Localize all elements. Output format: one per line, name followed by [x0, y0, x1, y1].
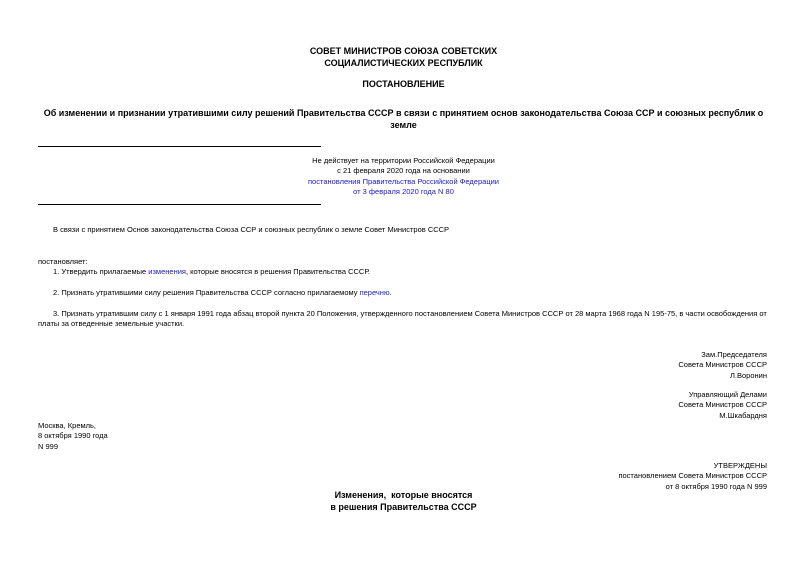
issuer-line-1: СОВЕТ МИНИСТРОВ СОЮЗА СОВЕТСКИХ [309, 46, 498, 56]
place-and-date [38, 421, 238, 452]
notice-line-2: с 21 февраля 2020 года на основании [337, 166, 470, 176]
document-number: N 999 [38, 441, 59, 451]
notice-link-line-2[interactable]: от 3 февраля 2020 года N 80 [353, 187, 454, 197]
notice-rule-top [38, 146, 321, 147]
approved-block [520, 461, 767, 492]
signature-deputy-chairman [560, 350, 767, 381]
validity-notice [240, 156, 567, 197]
notice-link-line-1[interactable]: постановления Правительства Российской Федерации [307, 176, 499, 186]
item-2-text-after: . [389, 288, 392, 297]
item-3: 3. Признать утратившим силу с 1 января 1991 года абзац второй пункта 20 Положения, утвержденного постановлением Совета Министров СССР от 28 марта 1968 года N 195-75, в части освобождения от платы за отведенные земельные участки. [38, 309, 767, 329]
document-header [0, 46, 807, 69]
sig2-body: Совета Министров СССР [678, 400, 767, 410]
sig1-body: Совета Министров СССР [678, 360, 767, 370]
item-1-text-before: 1. Утвердить прилагаемые [53, 267, 149, 276]
list-link[interactable]: перечню [359, 288, 390, 297]
sig2-name: М.Шкабардня [719, 410, 767, 420]
sig2-position: Управляющий Делами [688, 390, 767, 399]
approved-by: постановлением Совета Министров СССР [618, 471, 767, 481]
notice-rule-bottom [38, 204, 321, 205]
approved-date: от 8 октября 1990 года N 999 [665, 481, 767, 491]
approved-word: УТВЕРЖДЕНЫ [713, 461, 767, 470]
item-2-text-before: 2. Признать утратившими силу решения Правительства СССР согласно прилагаемому [53, 288, 360, 297]
annex-title [0, 490, 807, 513]
item-1-text-after: , которые вносятся в решения Правительства СССР. [185, 267, 370, 276]
annex-title-line-2: в решения Правительства СССР [330, 501, 477, 512]
notice-line-1: Не действует на территории Российской Федерации [312, 156, 495, 165]
sig1-position: Зам.Председателя [701, 350, 767, 359]
item-2 [53, 288, 773, 298]
resolves-word: постановляет: [38, 257, 88, 266]
document-subject: Об изменении и признании утратившими силу решений Правительства СССР в связи с принятием основ законодательства Союза ССР и союзных республик о земле [43, 108, 764, 130]
issuer-line-2: СОЦИАЛИСТИЧЕСКИХ РЕСПУБЛИК [324, 57, 483, 68]
place: Москва, Кремль, [38, 421, 97, 430]
item-1 [53, 267, 773, 277]
date: 8 октября 1990 года [38, 431, 108, 441]
document-type: ПОСТАНОВЛЕНИЕ [362, 79, 445, 89]
signature-business-manager [560, 390, 767, 421]
preamble: В связи с принятием Основ законодательства Союза ССР и союзных республик о земле Совет Министров СССР [53, 225, 450, 234]
changes-link[interactable]: изменения [148, 267, 186, 276]
annex-title-line-1: Изменения, которые вносятся [334, 490, 473, 500]
sig1-name: Л.Воронин [730, 370, 767, 380]
